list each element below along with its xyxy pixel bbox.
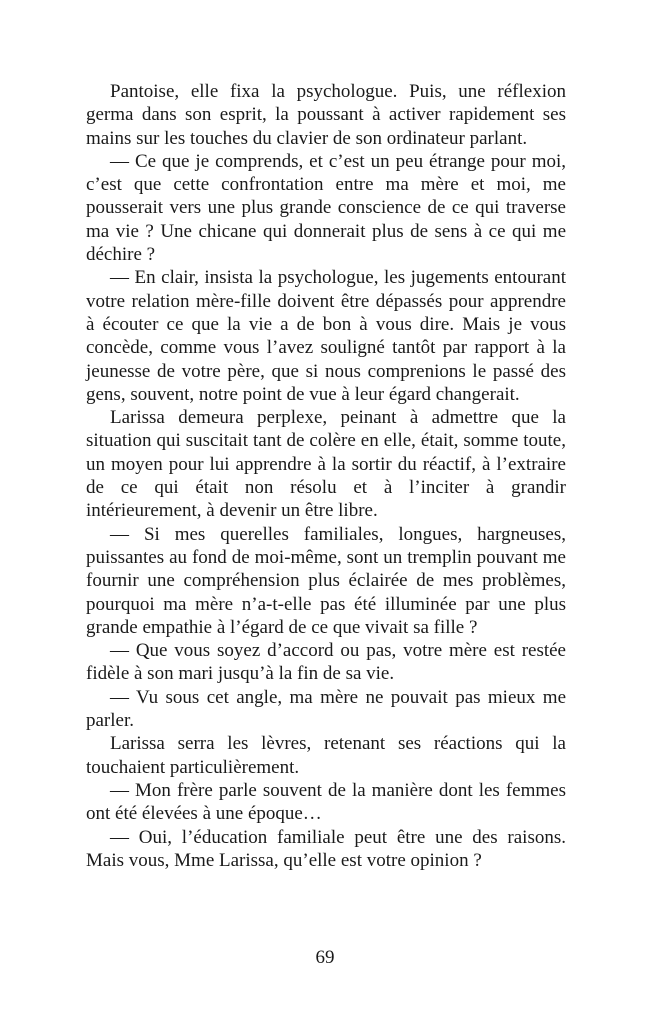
- page-number: 69: [315, 947, 335, 968]
- page-body: [86, 80, 566, 872]
- paragraph-9: — Mon frère parle souvent de la manière dont les femmes ont été élevées à une époque…: [86, 779, 566, 825]
- paragraph-3: — En clair, insista la psychologue, les jugements entourant votre relation mère-fille doivent être dépassés pour apprendre à écouter ce que la vie a de bon à vous dire. Mais je vous concède, comme vous l’avez souligné tantôt par rapport à la jeunesse de votre père, que si nous comprenions le passé des gens, souvent, notre point de vue à leur égard changerait.: [86, 267, 566, 405]
- paragraph-1: Pantoise, elle fixa la psychologue. Puis, une réflexion germa dans son esprit, la poussant à activer rapidement ses mains sur les touches du clavier de son ordinateur parlant.: [86, 81, 566, 149]
- paragraph-8: Larissa serra les lèvres, retenant ses réactions qui la touchaient particulièrement.: [86, 733, 566, 778]
- paragraph-5: — Si mes querelles familiales, longues, hargneuses, puissantes au fond de moi-même, sont un tremplin pouvant me fournir une compréhension plus éclairée de mes problèmes, pourquoi ma mère n’a-t-elle pas été illuminée par une plus grande empathie à l’égard de ce que vivait sa fille ?: [86, 523, 566, 638]
- paragraph-6: — Que vous soyez d’accord ou pas, votre mère est restée fidèle à son mari jusqu’à la fin de sa vie.: [86, 640, 566, 685]
- paragraph-4: Larissa demeura perplexe, peinant à admettre que la situation qui suscitait tant de colère en elle, était, somme toute, un moyen pour lui apprendre à la sortir du réactif, à l’extraire de ce qui était non résolu et à l’inciter à grandir intérieurement, à devenir un être libre.: [86, 407, 566, 522]
- paragraph-2: — Ce que je comprends, et c’est un peu étrange pour moi, c’est que cette confrontation entre ma mère et moi, me pousserait vers une plus grande conscience de ce qui traverse ma vie ? Une chicane qui donnerait plus de sens à ce qui me déchire ?: [86, 150, 566, 266]
- paragraph-7: — Vu sous cet angle, ma mère ne pouvait pas mieux me parler.: [86, 686, 566, 732]
- paragraph-10: — Oui, l’éducation familiale peut être une des raisons. Mais vous, Mme Larissa, qu’elle est votre opinion ?: [86, 826, 566, 871]
